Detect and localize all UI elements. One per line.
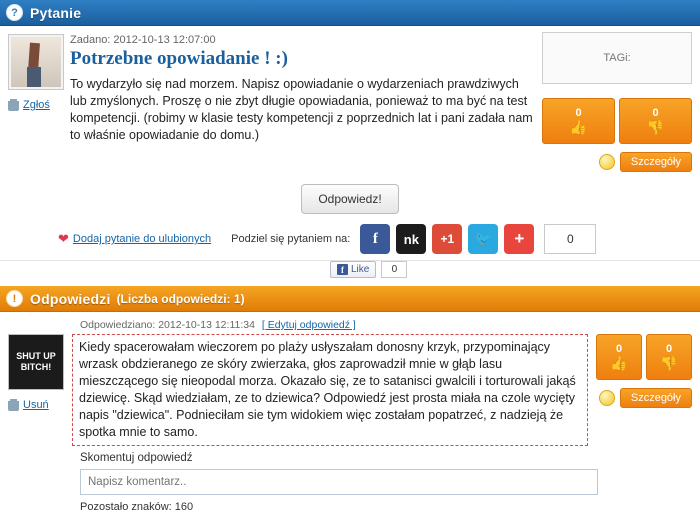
facebook-like-button[interactable]: [330, 261, 376, 278]
google-plus-share-icon[interactable]: +1: [432, 224, 462, 254]
question-content: [70, 32, 542, 172]
question-vote-down-button[interactable]: [619, 98, 692, 144]
facebook-like-count: 0: [381, 261, 407, 278]
add-favorite-label[interactable]: Dodaj pytanie do ulubionych: [72, 233, 212, 245]
question-vote-up-count: 0: [575, 107, 582, 119]
add-favorite[interactable]: [58, 231, 211, 247]
trash-icon: [8, 399, 19, 411]
answer-vote-group: [596, 334, 692, 380]
answer-block: [0, 312, 700, 446]
facebook-icon: f: [337, 264, 348, 275]
answer-author-column: [8, 334, 72, 446]
answer-side-column: [596, 334, 692, 446]
question-section-header: [0, 0, 700, 26]
answer-text: Kiedy spacerowałam wieczorem po plaży usłyszałam donosny krzyk, przypominający wrzask obdzieranego ze skóry zwierzaka, głos zaprowadził mnie w głąb lasu mieszczącego się nieopodal morza. Okazało się, ze to satanisci gwalcili i torturowali jakąś dziewicę. Skąd wiedziałam, ze to dziewica? Odpowiedź jest prosta miała na czole wycięty napis "dziewica". Podnieciłam sie tym widokiem więc zostałam popatrzeć, z nadzieją że spotka mnie to samo.: [72, 334, 588, 446]
report-question[interactable]: [8, 99, 70, 111]
tags-label: TAGi:: [603, 52, 631, 64]
share-count: 0: [544, 224, 596, 254]
answers-badge-icon: !: [6, 290, 23, 307]
twitter-share-icon[interactable]: 🐦: [468, 224, 498, 254]
answer-vote-up-count: 0: [615, 343, 623, 355]
edit-answer-link[interactable]: [ Edytuj odpowiedź ]: [261, 319, 356, 331]
heart-icon: ❤: [58, 231, 69, 246]
question-text: To wydarzyło się nad morzem. Napisz opowiadanie o wydarzeniach prawdziwych lub zmyślonych. Proszę o nie zbyt długie opowiadania, ponieważ to ma być na test kompetencji. (robimy w klasie testy kompetencji z poprzednich lat i pani zadała nam to właśnie opowiadanie do domu.): [70, 77, 533, 142]
question-badge-icon: ?: [6, 4, 23, 21]
answers-section-header: [0, 286, 700, 312]
thumb-up-icon: 👍: [569, 119, 588, 135]
question-side-column: [542, 32, 692, 172]
question-author-column: [8, 32, 70, 172]
question-details-button[interactable]: Szczegóły: [620, 152, 692, 172]
facebook-share-icon[interactable]: f: [360, 224, 390, 254]
nk-share-icon[interactable]: nk: [396, 224, 426, 254]
answer-button[interactable]: Odpowiedz!: [301, 184, 398, 214]
comment-input[interactable]: [80, 469, 598, 495]
question-vote-down-count: 0: [652, 107, 659, 119]
trash-icon: [8, 99, 19, 111]
comment-block: [0, 446, 700, 513]
answer-button-row: [8, 184, 692, 214]
page-title: Potrzebne opowiadanie ! :): [70, 48, 288, 69]
answers-count-label: (Liczba odpowiedzi: 1): [116, 291, 245, 306]
lightbulb-icon: [599, 390, 615, 406]
answer-vote-down-button[interactable]: [646, 334, 692, 380]
answer-meta: Odpowiedziano: 2012-10-13 12:11:34: [80, 319, 255, 331]
answers-section-title: Odpowiedzi: [30, 290, 111, 307]
thumb-down-icon: 👎: [660, 355, 678, 371]
question-meta: Zadano: 2012-10-13 12:07:00: [70, 34, 216, 46]
answer-details-row: [596, 388, 692, 408]
question-details-row: [542, 152, 692, 172]
tags-box: [542, 32, 692, 84]
answer-meta-row: [80, 319, 692, 331]
thumb-up-icon: 👍: [610, 355, 628, 371]
answer-vote-up-button[interactable]: [596, 334, 642, 380]
comment-title: Skomentuj odpowiedź: [80, 452, 193, 464]
delete-answer[interactable]: [8, 399, 72, 411]
report-question-label[interactable]: Zgłoś: [23, 99, 50, 111]
question-author-avatar[interactable]: [8, 34, 64, 90]
facebook-like-row: [0, 261, 700, 286]
question-vote-group: [542, 98, 692, 144]
question-vote-up-button[interactable]: [542, 98, 615, 144]
facebook-like-label: Like: [351, 264, 370, 275]
question-section-title: Pytanie: [30, 4, 82, 21]
question-block: [0, 26, 700, 214]
share-row: [0, 224, 700, 261]
lightbulb-icon: [599, 154, 615, 170]
answer-vote-down-count: 0: [665, 343, 673, 355]
delete-answer-label[interactable]: Usuń: [23, 399, 49, 411]
thumb-down-icon: 👎: [646, 119, 665, 135]
chars-left-label: Pozostało znaków: 160: [80, 501, 194, 513]
answer-author-avatar[interactable]: SHUT UP BITCH!: [8, 334, 64, 390]
more-share-icon[interactable]: +: [504, 224, 534, 254]
answer-details-button[interactable]: Szczegóły: [620, 388, 692, 408]
share-label: Podziel się pytaniem na:: [231, 233, 351, 245]
